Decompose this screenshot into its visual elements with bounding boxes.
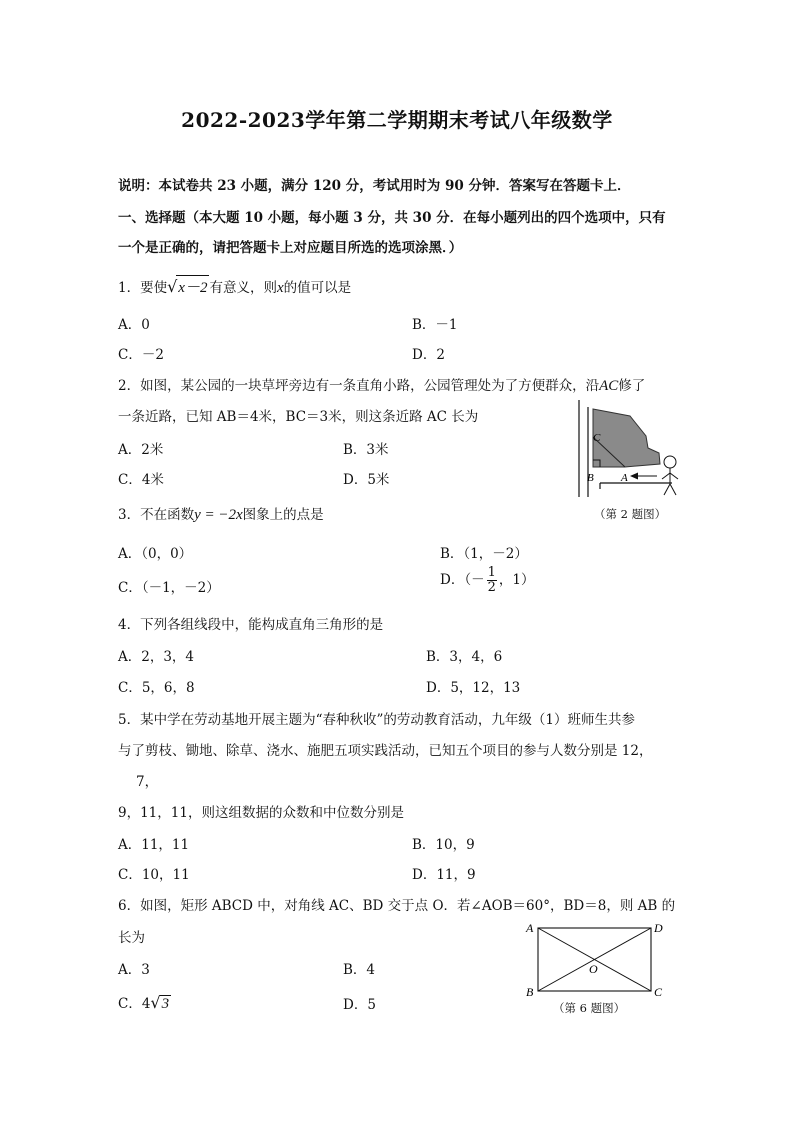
question-5-line4: 9，11，11，则这组数据的众数和中位数分别是 [118,805,404,821]
q1-option-b[interactable]: B．－1 [412,317,458,333]
q2-option-a[interactable]: A．2米 [118,442,164,458]
q5-option-d[interactable]: D．11，9 [412,867,476,883]
label-d: D [654,921,663,935]
label-a: A [621,472,628,484]
q1-option-a[interactable]: A．0 [118,317,150,333]
q5-option-b[interactable]: B．10，9 [412,837,475,853]
question-2-line2: 一条近路，已知 AB＝4米，BC＝3米，则这条近路 AC 长为 [118,409,479,425]
q2-option-d[interactable]: D．5米 [343,472,390,488]
fraction-one-half: $\frac{1}{2}$ [487,565,496,595]
q6-option-a[interactable]: A．3 [118,962,150,978]
label-c: C [654,985,663,999]
q4-option-c[interactable]: C．5，6，8 [118,680,195,696]
question-6-line1: 6．如图，矩形 ABCD 中，对角线 AC、BD 交于点 O．若∠AOB＝60°，BD＝8，则 AB 的 [118,898,676,914]
q3-option-a[interactable]: A．（0，0） [118,546,193,562]
label-a: A [526,921,534,935]
sqrt-symbol: √ [150,993,161,1012]
arrowhead [630,473,638,480]
person-arm-right [670,473,678,479]
question-6-figure [522,918,670,1002]
question-2-figure-caption: （第 2 题图） [594,507,667,521]
q3-option-c[interactable]: C．（－1，－2） [118,580,220,596]
label-b: B [587,472,594,484]
q4-option-a[interactable]: A．2，3，4 [118,649,195,665]
section1-heading-line1: 一、选择题（本大题 10 小题，每小题 3 分，共 30 分．在每小题列出的四个选项中，只有 [118,210,666,226]
question-6-figure-caption: （第 6 题图） [553,1001,626,1015]
question-2-figure [568,400,694,502]
q6-option-b[interactable]: B．4 [343,962,376,978]
person-arm-left [662,473,670,479]
q3-option-d[interactable]: D．（－ $\frac{1}{2}$ ，1） [440,565,535,595]
q2-option-c[interactable]: C．4米 [118,472,164,488]
question-6-line2: 长为 [118,930,145,946]
sqrt-symbol: √ [167,277,178,296]
person-leg-left [664,484,670,495]
q1-option-c[interactable]: C．－2 [118,347,164,363]
label-c: C [593,432,601,444]
question-5-line3: 7， [136,774,159,790]
q3-option-b[interactable]: B．（1，－2） [440,546,528,562]
label-b: B [526,985,534,999]
q6-option-c[interactable]: C．4√3 [118,993,170,1012]
question-5-line2: 与了剪枝、锄地、除草、浇水、施肥五项实践活动，已知五个项目的参与人数分别是 12， [118,743,653,759]
question-1-stem: 1．要使√x－2 有意义，则x的值可以是 [118,277,352,296]
q5-option-c[interactable]: C．10，11 [118,867,190,883]
q4-option-b[interactable]: B．3，4，6 [426,649,503,665]
question-1-radicand: x－2 [178,280,208,296]
q2-option-b[interactable]: B．3米 [343,442,389,458]
person-leg-right [670,484,676,495]
question-3-formula: y = −2x [194,507,243,523]
question-5-line1: 5．某中学在劳动基地开展主题为“春种秋收”的劳动教育活动，九年级（1）班师生共参 [118,712,635,728]
label-o: O [589,962,598,976]
section1-heading-line2: 一个是正确的，请把答题卡上对应题目所选的选项涂黑．） [118,240,463,256]
question-3-stem: 3．不在函数y = −2x图象上的点是 [118,507,324,523]
person-head [664,456,676,468]
instructions: 说明：本试卷共 23 小题，满分 120 分，考试用时为 90 分钟．答案写在答题卡上． [118,178,631,194]
question-4-stem: 4．下列各组线段中，能构成直角三角形的是 [118,617,384,633]
q1-option-d[interactable]: D．2 [412,347,445,363]
question-2-line1: 2．如图，某公园的一块草坪旁边有一条直角小路，公园管理处为了方便群众，沿AC修了 [118,378,646,394]
lawn-shape [593,409,660,467]
q4-option-d[interactable]: D．5，12，13 [426,680,521,696]
q5-option-a[interactable]: A．11，11 [118,837,190,853]
q6-option-d[interactable]: D．5 [343,997,376,1013]
page-title: 2022-2023学年第二学期期末考试八年级数学 [181,108,613,132]
